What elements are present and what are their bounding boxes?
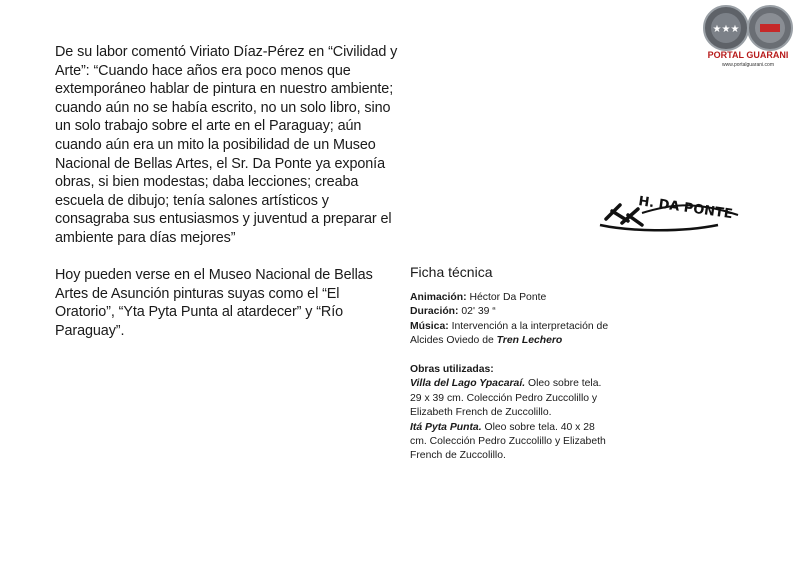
- obra2-desc: Oleo sobre tela. 40 x 28 cm. Colección Pedro Zuccolillo y Elizabeth French de Zuccolillo.: [410, 421, 606, 462]
- logo-url: www.portalguarani.com: [722, 62, 774, 68]
- obra1-desc: Oleo sobre tela. 29 x 39 cm. Colección Pedro Zuccolillo y Elizabeth French de Zuccolillo.: [410, 378, 602, 419]
- musica-value: Intervención a la interpretación de Alcides Oviedo de: [410, 320, 609, 347]
- logo-name: PORTAL GUARANI: [707, 50, 789, 60]
- animacion-row: [410, 291, 610, 305]
- duracion-label: Duración:: [410, 306, 459, 318]
- ficha-tecnica: [410, 263, 610, 464]
- musica-label: Música:: [410, 320, 449, 332]
- animacion-value: Héctor Da Ponte: [469, 292, 547, 303]
- musica-title: Tren Lechero: [496, 335, 563, 347]
- obra1-title: Villa del Lago Ypacaraí.: [410, 378, 526, 390]
- paragraph-museum: Hoy pueden verse en el Museo Nacional de Bellas Artes de Asunción pinturas suyas como el “El Oratorio”, “Yta Pyta Punta al atardecer” y “Río Paraguay”.: [55, 267, 373, 339]
- portal-guarani-logo: [698, 4, 798, 68]
- da-ponte-signature: [598, 175, 743, 235]
- obra-item: [410, 377, 610, 420]
- svg-text:★★★: ★★★: [712, 24, 740, 35]
- duracion-row: [410, 305, 610, 319]
- musica-row: [410, 320, 610, 349]
- paragraph-viriato-quote: De su labor comentó Viriato Díaz-Pérez en “Civilidad y Arte”: “Cuando hace años era poco menos que extemporáneo hablar de pintura en nuestro ambiente; cuando aún no se había escrito, no un solo libro, sino un solo trabajo sobre el arte en el Paraguay; aún cuando aún era un mito la posibilidad de un Museo Nacional de Bellas Artes, el Sr. Da Ponte ya exponía obras, si bien modestas; daba lecciones; creaba escuela de dibujo; tenía salones artísticos y consagraba sus entusiasmos y juventud a preparar el ambiente para días mejores”: [55, 44, 398, 246]
- duracion-value: 02' 39 “: [461, 306, 496, 318]
- spacer: [410, 349, 610, 363]
- obra-item: [410, 421, 610, 464]
- main-text: [55, 43, 400, 341]
- ficha-title: Ficha técnica: [410, 264, 493, 280]
- obras-label: Obras utilizadas:: [410, 364, 494, 376]
- obra2-title: Itá Pyta Punta.: [410, 421, 482, 433]
- signature-text: H. DA PONTE: [637, 194, 734, 223]
- animacion-label: Animación:: [410, 292, 467, 303]
